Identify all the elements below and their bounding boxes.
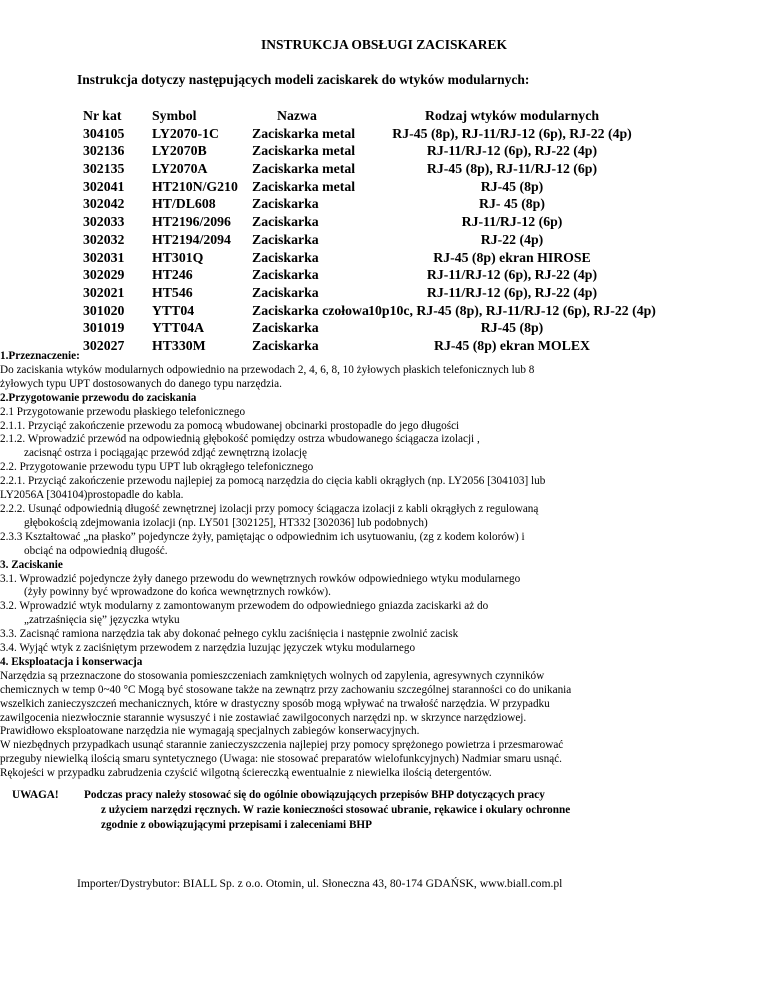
body-line: 2.1.1. Przyciąć zakończenie przewodu za pomocą wbudowanej obcinarki prostopadle do jego długości [0, 419, 460, 432]
body-line: Rękojeści w przypadku zabrudzenia czyścić wilgotną ściereczką ewentualnie z niewielka ilością detergentów. [0, 767, 492, 780]
instructions-body [0, 350, 752, 781]
section-heading: 4. Eksploatacja i konserwacja [0, 655, 143, 668]
header-nazwa: Nazwa [277, 108, 317, 123]
cell-rodzaj: RJ-22 (4p) [480, 231, 544, 247]
cell-symbol: HT246 [152, 267, 193, 283]
cell-nazwa: Zaciskarka [252, 214, 319, 230]
cell-rodzaj: RJ-11/RJ-12 (6p), RJ-22 (4p) [426, 267, 598, 283]
body-line: żyłowych typu UPT dostosowanych do danego typu narzędzia. [0, 377, 282, 390]
cell-nazwa: Zaciskarka [252, 337, 319, 353]
body-line: 2.2.2. Usunąć odpowiednią długość zewnętrznej izolacji przy pomocy ściągacza izolacji z kabli okrągłych z regulowaną [0, 502, 539, 515]
cell-nazwa: Zaciskarka [252, 231, 319, 247]
cell-symbol: YTT04 [152, 302, 195, 318]
models-table [0, 108, 768, 356]
body-line: Do zaciskania wtyków modularnych odpowiednio na przewodach 2, 4, 6, 8, 10 żyłowych płaskich telefonicznych lub 8 [0, 363, 535, 376]
cell-rodzaj: RJ-11/RJ-12 (6p), RJ-22 (4p) [426, 284, 598, 300]
cell-symbol: HT301Q [152, 249, 204, 265]
cell-nazwa: Zaciskarka [252, 249, 319, 265]
cell-nazwa: Zaciskarka metal [252, 125, 356, 141]
warning-line: zgodnie z obowiązującymi przepisami i zaleceniami BHP [101, 819, 372, 831]
body-line: LY2056A [304104)prostopadle do kabla. [0, 489, 184, 502]
cell-rodzaj: RJ-45 (8p) [480, 178, 544, 194]
table-row [0, 320, 768, 338]
cell-nr-kat: 302042 [83, 196, 125, 212]
cell-nr-kat: 302135 [83, 161, 125, 177]
cell-symbol: HT2194/2094 [152, 231, 231, 247]
body-line: „zatrzaśnięcia się” języczka wtyku [24, 614, 180, 627]
cell-symbol: LY2070B [152, 143, 207, 159]
table-row [0, 214, 768, 232]
cell-symbol: HT210N/G210 [152, 178, 238, 194]
cell-nr-kat: 302136 [83, 143, 125, 159]
warning-line: z użyciem narzędzi ręcznych. W razie konieczności stosować ubranie, rękawice i okulary ochronne [101, 804, 571, 816]
cell-nazwa: Zaciskarka [252, 320, 319, 336]
cell-nazwa: Zaciskarka metal [252, 161, 356, 177]
body-line: chemicznych w temp 0~40 °C Mogą być stosowane także na zewnątrz przy zachowaniu szczególnej staranności co do unikania [0, 683, 572, 696]
table-row [0, 303, 768, 321]
cell-symbol: HT330M [152, 337, 206, 353]
cell-symbol: YTT04A [152, 320, 205, 336]
table-row [0, 267, 768, 285]
body-line: (żyły powinny być wprowadzone do końca wewnętrznych rowków). [24, 586, 331, 599]
body-line: 3.3. Zacisnąć ramiona narzędzia tak aby dokonać pełnego cyklu zaciśnięcia i następnie zwolnić zacisk [0, 628, 459, 641]
body-line: 2.2.1. Przyciąć zakończenie przewodu najlepiej za pomocą narzędzia do cięcia kabli okrągłych (np. LY2056 [304103] lub [0, 475, 546, 488]
cell-rodzaj: RJ-11/RJ-12 (6p) [461, 214, 563, 230]
table-row [0, 126, 768, 144]
table-row [0, 232, 768, 250]
cell-nr-kat: 302032 [83, 231, 125, 247]
table-row [0, 143, 768, 161]
warning-label: UWAGA! [12, 789, 59, 801]
table-row [0, 250, 768, 268]
header-rodzaj: Rodzaj wtyków modularnych [424, 108, 600, 123]
cell-nazwa: Zaciskarka [252, 267, 319, 283]
body-line: W niezbędnych przypadkach usunąć starannie zanieczyszczenia najlepiej przy pomocy sprężonego powietrza i przesmarować [0, 739, 564, 752]
warning-text [84, 788, 570, 833]
cell-rodzaj: 10p10c, RJ-45 (8p), RJ-11/RJ-12 (6p), RJ-22 (4p) [368, 302, 656, 318]
cell-symbol: HT/DL608 [152, 196, 216, 212]
table-row [0, 161, 768, 179]
document-title: INSTRUKCJA OBSŁUGI ZACISKAREK [260, 37, 508, 52]
body-line: 2.1 Przygotowanie przewodu płaskiego telefonicznego [0, 405, 246, 418]
body-line: 2.3.3 Kształtować „na płasko” pojedyncze żyły, pamiętając o odpowiednim ich usytuowaniu, (zg z kodem kolorów) i [0, 530, 525, 543]
cell-rodzaj: RJ-45 (8p) [480, 320, 544, 336]
cell-rodzaj: RJ- 45 (8p) [479, 196, 545, 212]
cell-nr-kat: 302021 [83, 284, 125, 300]
table-header-row [0, 108, 768, 126]
cell-symbol: LY2070-1C [152, 125, 219, 141]
cell-nazwa: Zaciskarka metal [252, 178, 356, 194]
header-nr-kat: Nr kat [83, 108, 122, 123]
cell-rodzaj: RJ-45 (8p), RJ-11/RJ-12 (6p) [426, 161, 598, 177]
cell-rodzaj: RJ-45 (8p), RJ-11/RJ-12 (6p), RJ-22 (4p) [392, 125, 632, 141]
body-line: przeguby niewielką ilością smaru syntetycznego (Uwaga: nie stosować preparatów wielofunkcyjnych) Nadmiar smaru usnąć. [0, 753, 562, 766]
warning-line: Podczas pracy należy stosować się do ogólnie obowiązujących przepisów BHP dotyczących pracy [84, 789, 545, 801]
section-heading: 1.Przeznaczenie: [0, 350, 80, 362]
table-row [0, 285, 768, 303]
body-line: 3.2. Wprowadzić wtyk modularny z zamontowanym przewodem do odpowiedniego gniazda zaciskarki aż do [0, 600, 489, 613]
body-line: Prawidłowo eksploatowane narzędzia nie wymagają specjalnych zabiegów konserwacyjnych. [0, 725, 420, 738]
cell-nazwa: Zaciskarka [252, 284, 319, 300]
cell-nazwa: Zaciskarka czołowa [252, 302, 369, 318]
body-line: wszelkich zanieczyszczeń mechanicznych, które w drastyczny sposób mogą wpływać na trwałość narzędzia. W przypadku [0, 697, 550, 710]
body-line: Narzędzia są przeznaczone do stosowania pomieszczeniach zamkniętych wolnych od zapylenia, agresywnych czynników [0, 669, 545, 682]
cell-nr-kat: 301019 [83, 320, 125, 336]
section-heading: 3. Zaciskanie [0, 558, 63, 571]
table-body [0, 126, 768, 356]
body-line: obciąć na odpowiednią długość. [24, 544, 168, 557]
table-row [0, 196, 768, 214]
body-line: 3.1. Wprowadzić pojedyncze żyły danego przewodu do wewnętrznych rowków odpowiedniego wtyku modularnego [0, 572, 521, 585]
cell-symbol: HT546 [152, 284, 193, 300]
cell-rodzaj: RJ-45 (8p) ekran MOLEX [434, 337, 590, 353]
body-line: 3.4. Wyjąć wtyk z zaciśniętym przewodem z narzędzia luzując języczek wtyku modularnego [0, 642, 416, 655]
footer-distributor: Importer/Dystrybutor: BIALL Sp. z o.o. Otomin, ul. Słoneczna 43, 80-174 GDAŃSK, www.biall.com.pl [77, 877, 563, 890]
body-line: 2.1.2. Wprowadzić przewód na odpowiednią głębokość pomiędzy ostrza wbudowanego ściągacza izolacji , [0, 433, 480, 446]
body-line: 2.2. Przygotowanie przewodu typu UPT lub okrągłego telefonicznego [0, 461, 314, 474]
cell-symbol: HT2196/2096 [152, 214, 231, 230]
cell-nr-kat: 302031 [83, 249, 125, 265]
cell-nazwa: Zaciskarka metal [252, 143, 356, 159]
cell-nr-kat: 304105 [83, 125, 125, 141]
cell-nr-kat: 302033 [83, 214, 125, 230]
body-line: zawilgocenia niezwłocznie starannie wysuszyć i nie zostawiać zawilgoconych narzędzi np. w skrzynce narzędziowej. [0, 711, 527, 724]
cell-nr-kat: 302027 [83, 337, 125, 353]
body-line: zacisnąć ostrza i pociągając przewód zdjąć zewnętrzną izolację [24, 447, 307, 460]
body-line: głębokością zdejmowania izolacji (np. LY501 [302125], HT332 [302036] lub podobnych) [24, 516, 428, 529]
cell-nr-kat: 302041 [83, 178, 125, 194]
section-heading: 2.Przygotowanie przewodu do zaciskania [0, 391, 197, 404]
cell-nr-kat: 302029 [83, 267, 125, 283]
cell-nazwa: Zaciskarka [252, 196, 319, 212]
document-subtitle: Instrukcja dotyczy następujących modeli zaciskarek do wtyków modularnych: [77, 72, 530, 87]
cell-symbol: LY2070A [152, 161, 208, 177]
table-row [0, 179, 768, 197]
cell-rodzaj: RJ-11/RJ-12 (6p), RJ-22 (4p) [426, 143, 598, 159]
cell-nr-kat: 301020 [83, 302, 125, 318]
cell-rodzaj: RJ-45 (8p) ekran HIROSE [433, 249, 591, 265]
header-symbol: Symbol [152, 108, 197, 123]
